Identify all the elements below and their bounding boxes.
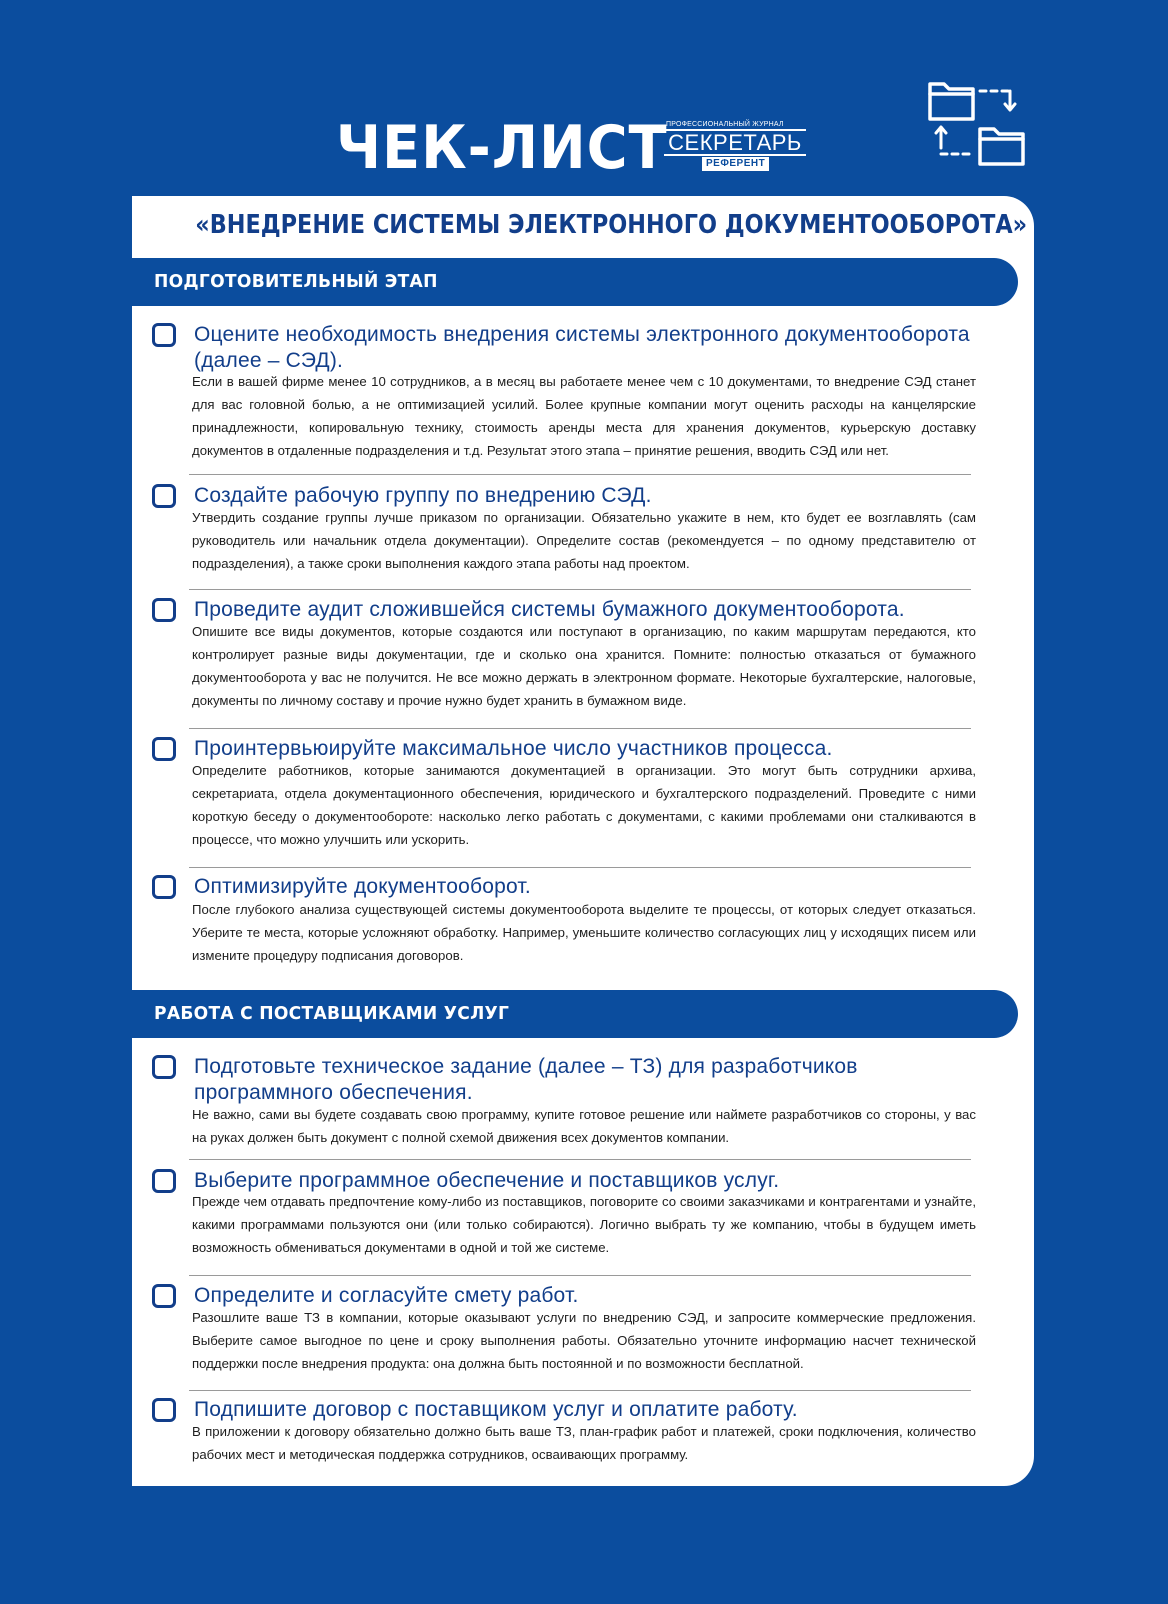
page-title: ЧЕК-ЛИСТ <box>336 113 668 183</box>
checkbox[interactable] <box>152 598 176 622</box>
logo-tag: РЕФЕРЕНТ <box>702 157 769 171</box>
item-title: Определите и согласуйте смету работ. <box>194 1284 579 1307</box>
item-text: Опишите все виды документов, которые создаются или поступают в организацию, по каким маршрутам передаются, кто контролирует разные виды документации, где и сколько она хранится. Помните: полностью отказаться от бумажного документооборота у вас не получится. Не все можно держать в электронном формате. Некоторые бухгалтерские, налоговые, документы по личному составу и прочие нужно будет хранить в бумажном виде. <box>192 624 976 708</box>
item-text: Определите работников, которые занимаются документацией в организации. Это могут быть сотрудники архива, секретариата, отдела документационного обеспечения, юридического и бухгалтерского подразделений. Проведите с ними короткую беседу о документообороте: насколько легко работать с документами, с какими проблемами они сталкиваются в процессе, что можно улучшить или ускорить. <box>192 763 976 847</box>
divider <box>189 1390 971 1391</box>
item-text: Разошлите ваше ТЗ в компании, которые оказывают услуги по внедрению СЭД, и запросите коммерческие предложения. Выберите самое выгодное по цене и сроку выполнения работы. Обязательно уточните информацию насчет технической поддержки после внедрения продукта: она должна быть постоянной и по возможности бесплатной. <box>192 1310 976 1371</box>
item-text: Не важно, сами вы будете создавать свою программу, купите готовое решение или наймете разработчиков со стороны, у вас на руках должен быть документ с полной схемой движения всех документов компании. <box>192 1107 976 1145</box>
item-text: В приложении к договору обязательно должно быть ваше ТЗ, план-график работ и платежей, сроки подключения, количество рабочих мест и методическая поддержка сотрудников, осваивающих программу. <box>192 1424 976 1462</box>
checkbox[interactable] <box>152 323 176 347</box>
section-header-preparation <box>132 258 1018 306</box>
item-text: Прежде чем отдавать предпочтение кому-либо из поставщиков, поговорите со своими заказчиками и контрагентами и узнайте, какими программами пользуются они (или только собираются). Логично выбрать ту же компанию, чтобы в будущем иметь возможность обмениваться документами в одной и той же системе. <box>192 1194 976 1255</box>
item-title: Оцените необходимость внедрения системы электронного документооборота (далее – СЭД). <box>194 323 970 372</box>
item-title: Подготовьте техническое задание (далее – ТЗ) для разработчиков программного обеспечения. <box>194 1055 858 1104</box>
checklist-subtitle: «ВНЕДРЕНИЕ СИСТЕМЫ ЭЛЕКТРОННОГО ДОКУМЕНТООБОРОТА» <box>195 210 1028 240</box>
header <box>0 0 1168 196</box>
item-title: Оптимизируйте документооборот. <box>194 875 531 898</box>
checkbox[interactable] <box>152 1398 176 1422</box>
divider <box>189 1275 971 1276</box>
checkbox[interactable] <box>152 1055 176 1079</box>
logo-main-text: СЕКРЕТАРЬ <box>664 129 806 156</box>
divider <box>189 589 971 590</box>
item-text: Если в вашей фирме менее 10 сотрудников, а в месяц вы работаете менее чем с 10 документами, то внедрение СЭД станет для вас головной болью, а не оптимизацией усилий. Более крупные компании могут оценить расходы на канцелярские принадлежности, копировальную технику, стоимость аренды места для хранения документов, курьерскую доставку документов в отдаленные подразделения и т.д. Результат этого этапа – принятие решения, вводить СЭД или нет. <box>192 374 976 458</box>
item-title: Создайте рабочую группу по внедрению СЭД. <box>194 484 652 507</box>
journal-logo <box>664 120 806 174</box>
logo-small-text: ПРОФЕССИОНАЛЬНЫЙ ЖУРНАЛ <box>666 121 784 128</box>
divider <box>189 1159 971 1160</box>
checklist-card <box>132 196 1034 1486</box>
checkbox[interactable] <box>152 1284 176 1308</box>
folders-exchange-icon <box>926 76 1026 176</box>
section-title: ПОДГОТОВИТЕЛЬНЫЙ ЭТАП <box>154 271 438 292</box>
checkbox[interactable] <box>152 875 176 899</box>
item-text: После глубокого анализа существующей системы документооборота выделите те процессы, от которых следует отказаться. Уберите те места, которые усложняют обработку. Например, уменьшите количество согласующих лиц у исходящих писем или измените процедуру подписания договоров. <box>192 902 976 963</box>
section-header-suppliers <box>132 990 1018 1038</box>
item-title: Проинтервьюируйте максимальное число участников процесса. <box>194 737 833 760</box>
item-title: Проведите аудит сложившейся системы бумажного документооборота. <box>194 598 905 621</box>
divider <box>189 867 971 868</box>
item-title: Выберите программное обеспечение и поставщиков услуг. <box>194 1169 780 1192</box>
checkbox[interactable] <box>152 1169 176 1193</box>
section-title: РАБОТА С ПОСТАВЩИКАМИ УСЛУГ <box>154 1003 510 1024</box>
divider <box>189 474 971 475</box>
item-text: Утвердить создание группы лучше приказом по организации. Обязательно укажите в нем, кто будет ее возглавлять (сам руководитель или начальник отдела документации). Определите состав (рекомендуется – по одному представителю от подразделения), а также сроки выполнения каждого этапа работы над проектом. <box>192 510 976 571</box>
item-title: Подпишите договор с поставщиком услуг и оплатите работу. <box>194 1398 798 1421</box>
divider <box>189 728 971 729</box>
checkbox[interactable] <box>152 737 176 761</box>
checkbox[interactable] <box>152 484 176 508</box>
